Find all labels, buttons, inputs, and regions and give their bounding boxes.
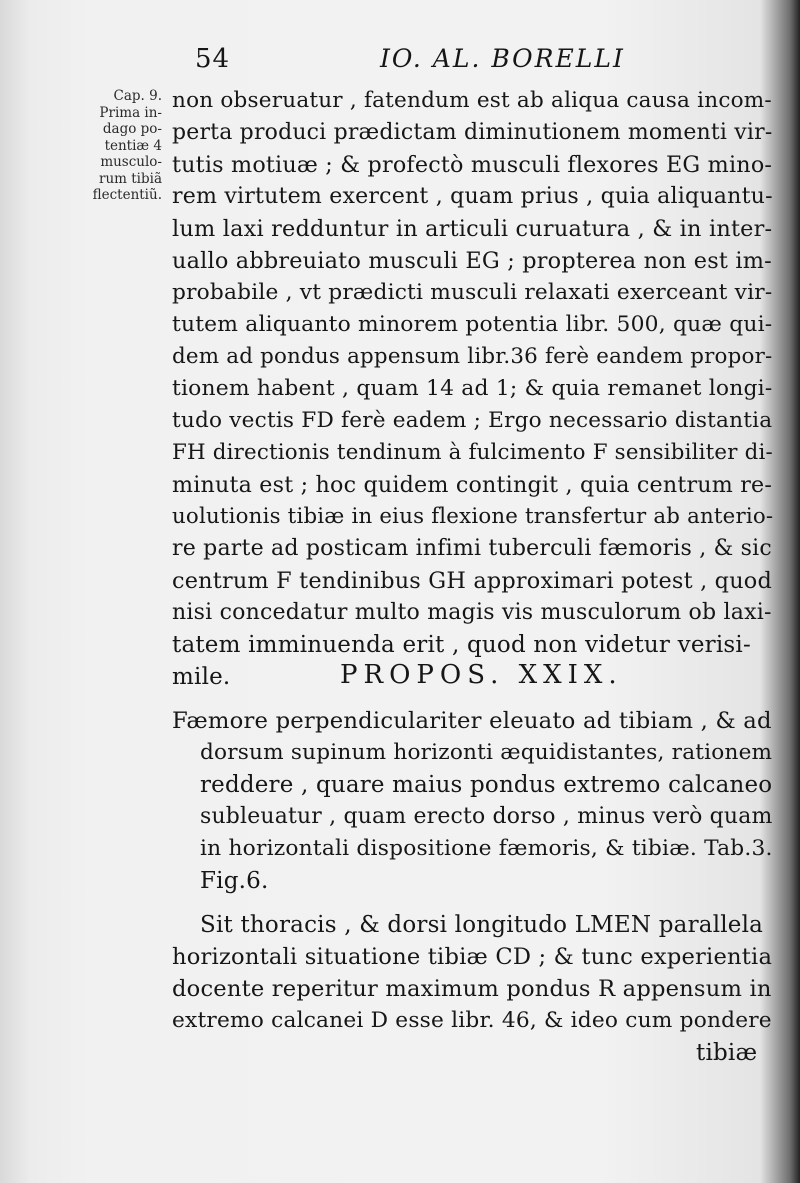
text-line: re parte ad posticam infimi tuberculi fæmoris , & sic xyxy=(172,536,772,561)
text-line: FH directionis tendinum à fulcimento F sensibiliter di- xyxy=(172,440,773,465)
text-line: tionem habent , quam 14 ad 1; & quia remanet longi- xyxy=(172,376,773,401)
text-line: centrum F tendinibus GH approximari potest , quod xyxy=(172,568,772,594)
margin-note-line: dago po- xyxy=(102,121,162,137)
text-line: dem ad pondus appensum libr.36 ferè eandem propor- xyxy=(172,344,773,369)
text-line: subleuatur , quam erecto dorso , minus verò quam xyxy=(200,804,773,829)
text-line: Fæmore perpendiculariter eleuato ad tibiam , & ad xyxy=(172,708,772,734)
text-line: perta produci prædictam diminutionem momenti vir- xyxy=(172,120,773,145)
text-line: tutis motiuæ ; & profectò musculi flexores EG mino- xyxy=(172,152,773,178)
text-line: nisi concedatur multo magis vis musculorum ob laxi- xyxy=(172,600,772,625)
text-line: tatem imminuenda erit , quod non videtur verisi- xyxy=(172,632,751,658)
text-line: Sit thoracis , & dorsi longitudo LMEN parallela xyxy=(200,912,764,938)
margin-note-line: musculo- xyxy=(100,154,162,170)
text-line: docente reperitur maximum pondus R appensum in xyxy=(172,976,772,1002)
catchword: tibiæ xyxy=(696,1040,758,1066)
margin-note-line: rum tibiã xyxy=(99,170,162,187)
text-line: tudo vectis FD ferè eadem ; Ergo necessario distantia xyxy=(172,408,773,433)
margin-note-line: Cap. 9. xyxy=(113,88,162,104)
margin-note-line: Prima in- xyxy=(99,104,162,121)
text-line: in horizontali dispositione fæmoris, & tibiæ. Tab.3. xyxy=(200,836,773,861)
text-line: uolutionis tibiæ in eius flexione transfertur ab anterio- xyxy=(172,504,774,529)
proposition-heading: PROPOS. XXIX. xyxy=(340,660,623,690)
text-line: extremo calcanei D esse libr. 46, & ideo cum pondere xyxy=(172,1008,772,1033)
text-line: dorsum supinum horizonti æquidistantes, rationem xyxy=(200,740,773,765)
text-line: uallo abbreuiato musculi EG ; propterea non est im- xyxy=(172,248,772,274)
margin-note-line: flectentiũ. xyxy=(92,187,162,203)
text-line: rem virtutem exercent , quam prius , quia aliquantu- xyxy=(172,184,773,209)
margin-note-line: tentiæ 4 xyxy=(104,137,162,154)
page-header xyxy=(0,44,800,84)
running-head: IO. AL. BORELLI xyxy=(380,44,625,73)
text-line: tutem aliquanto minorem potentia libr. 500, quæ qui- xyxy=(172,312,773,337)
text-line: Fig.6. xyxy=(200,868,269,894)
text-line: mile. xyxy=(172,664,231,690)
text-line: reddere , quare maius pondus extremo calcaneo xyxy=(200,772,773,798)
text-line: lum laxi redduntur in articuli curuatura , & in inter- xyxy=(172,216,773,242)
text-line: probabile , vt prædicti musculi relaxati exerceant vir- xyxy=(172,280,773,305)
text-line: horizontali situatione tibiæ CD ; & tunc experientia xyxy=(172,944,773,970)
margin-note xyxy=(76,88,162,204)
text-line: non obseruatur , fatendum est ab aliqua causa incom- xyxy=(172,88,772,113)
page-number: 54 xyxy=(195,44,231,74)
text-line: minuta est ; hoc quidem contingit , quia centrum re- xyxy=(172,472,773,498)
